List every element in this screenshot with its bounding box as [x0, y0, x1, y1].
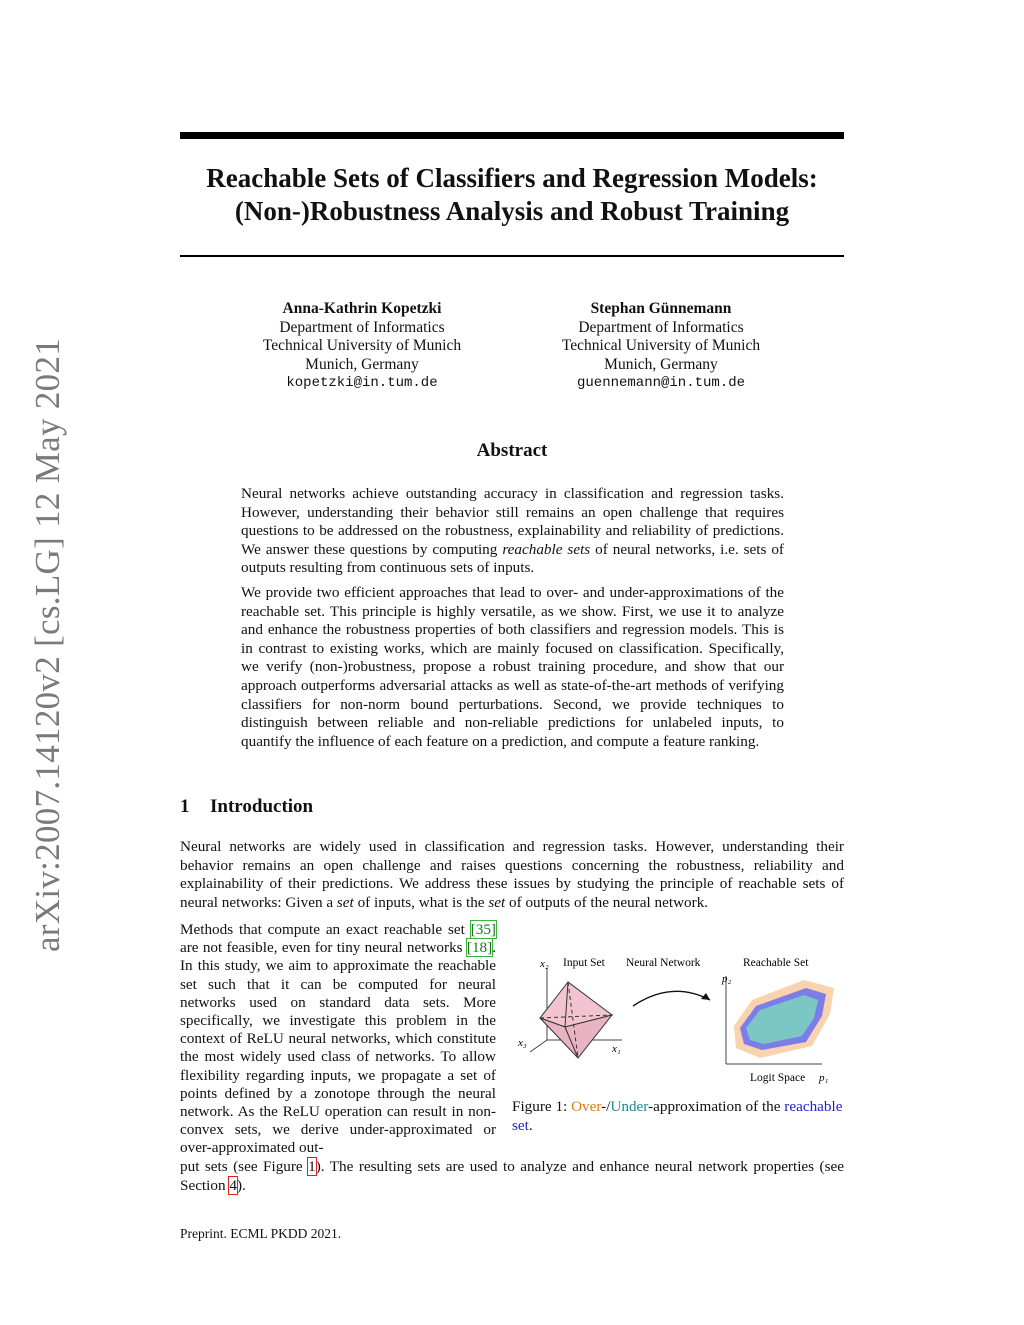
abstract-heading: Abstract [476, 440, 548, 461]
caption-prefix: Figure 1: [512, 1098, 572, 1115]
abstract-emphasis: reachable sets [502, 540, 591, 558]
abstract-text: of neural networks, i.e. sets of outputs resulting from continuous sets of inputs. [241, 540, 784, 577]
intro-text: of outputs of the neural network. [505, 893, 709, 911]
intro-text: ). [236, 1176, 246, 1194]
author-email[interactable]: kopetzki@in.tum.de [286, 375, 438, 391]
abstract-paragraph-1 [241, 485, 784, 578]
author-university: Technical University of Munich [561, 337, 761, 354]
author-name: Stephan Günnemann [590, 300, 732, 317]
author-block-2 [531, 300, 791, 393]
author-university: Technical University of Munich [262, 337, 462, 354]
section-reference-link[interactable]: 4 [229, 1176, 237, 1194]
intro-text: put sets (see Figure [180, 1158, 309, 1175]
intro-text: are not feasible, even for tiny neural networks [180, 939, 467, 957]
intro-emphasis: set [336, 893, 354, 911]
author-department: Department of Informatics [279, 318, 445, 336]
label-p1: p₁ [819, 1072, 829, 1084]
intro-emphasis: set [488, 893, 506, 911]
title-bottom-rule [180, 255, 844, 257]
section-title: Introduction [210, 796, 314, 817]
title-top-rule [180, 132, 844, 139]
intro-paragraph-3 [180, 1158, 844, 1195]
abstract-body [241, 485, 784, 757]
input-zonotope [540, 982, 612, 1058]
label-reachable-set: Reachable Set [743, 957, 809, 969]
intro-text: of inputs, what is the [353, 893, 489, 911]
intro-text: . In this study, we aim to approximate the reachable set such that it can be computed for neural networks used on standard data sets. More specifically, we investigate this problem in the context of ReLU neural networks, which constitute the most widely used class of networks. To allow flexibility regarding inputs, we propagate a set of points defined by a zonotope through the neural network. As the ReLU operation can result in non-convex sets, we derive under-approximated or over-approximated out- [180, 939, 496, 1157]
figure-reference-link[interactable]: 1 [308, 1158, 316, 1175]
section-heading-introduction [180, 796, 313, 818]
intro-paragraph-1 [180, 838, 844, 912]
intro-text: ). The resulting sets are used to analyze and enhance neural network properties (see Section [180, 1158, 844, 1194]
caption-over: Over [571, 1098, 602, 1115]
label-logit-space: Logit Space [750, 1072, 806, 1084]
caption-reachable-set: reachable set [512, 1098, 843, 1134]
abstract-text: Neural networks achieve outstanding accuracy in classification and regression tasks. However, understanding their behavior still remains an open challenge that requires questions to be addressed on the robustness, explainability and reliability of predictions. We answer these questions by computing [241, 485, 784, 558]
author-block-1 [232, 300, 492, 393]
author-email[interactable]: guennemann@in.tum.de [576, 375, 746, 391]
caption-under: Under [610, 1098, 649, 1115]
author-city: Munich, Germany [604, 355, 718, 373]
intro-text: Methods that compute an exact reachable set [180, 921, 471, 938]
caption-separator: -/ [601, 1098, 611, 1115]
title-line-1: Reachable Sets of Classifiers and Regression Models: [206, 163, 818, 193]
author-city: Munich, Germany [305, 355, 419, 373]
intro-paragraph-2 [180, 921, 496, 1158]
label-x3: x₃ [518, 1037, 527, 1049]
page-footer: Preprint. ECML PKDD 2021. [180, 1226, 342, 1241]
section-number: 1 [180, 796, 190, 817]
network-arrow [633, 991, 710, 1006]
figure-1 [512, 948, 844, 1093]
label-x1: x₁ [612, 1043, 621, 1055]
figure-1-illustration [512, 948, 844, 1093]
arxiv-identifier-stamp: arXiv:2007.14120v2 [cs.LG] 12 May 2021 [28, 337, 67, 953]
label-p2: p₂ [722, 973, 732, 985]
author-name: Anna-Kathrin Kopetzki [282, 300, 442, 317]
caption-end: . [528, 1116, 533, 1134]
author-department: Department of Informatics [578, 318, 744, 336]
label-neural-network: Neural Network [626, 957, 701, 969]
label-input-set: Input Set [563, 957, 605, 969]
abstract-paragraph-2: We provide two efficient approaches that lead to over- and under-approximations of the reachable set. This principle is highly versatile, as we show. First, we use it to analyze and enhance the robustness properties of both classifiers and regression models. This is in contrast to existing works, which are mainly focused on classification. Specifically, we verify (non-)robustness, propose a robust training procedure, and show that our approach outperforms adversarial attacks as well as state-of-the-art methods of verifying classifiers for non-norm bound perturbations. Second, we provide techniques to distinguish between reliable and non-reliable predictions for unlabeled inputs, to quantify the influence of each feature on a prediction, and compute a feature ranking. [241, 583, 784, 750]
title-line-2: (Non-)Robustness Analysis and Robust Training [234, 196, 790, 226]
label-x2: x₂ [540, 958, 549, 970]
intro-text: Neural networks are widely used in classification and regression tasks. However, understanding their behavior remains an open challenge and raises questions concerning the robustness, reliability and explainability of their predictions. We address these issues by studying the principle of reachable sets of neural networks: Given a [180, 838, 844, 911]
paper-title [180, 162, 844, 228]
figure-1-caption [512, 1098, 846, 1135]
axis-x3 [530, 1040, 547, 1052]
citation-link[interactable]: [18] [466, 939, 493, 957]
citation-link[interactable]: [35] [470, 921, 496, 938]
caption-text: -approximation of the [648, 1098, 785, 1115]
